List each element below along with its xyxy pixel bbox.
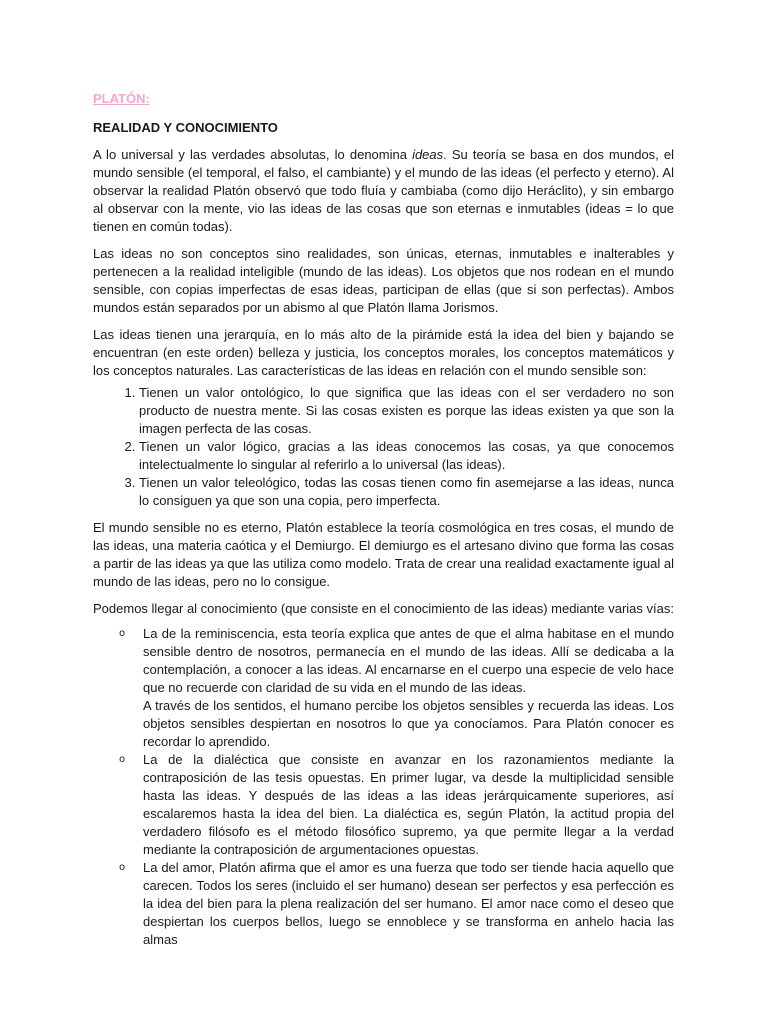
knowledge-paths-list <box>93 625 674 949</box>
bullet-icon: o <box>119 628 126 639</box>
list-item: 3. Tienen un valor teleológico, todas las cosas tienen como fin asemejarse a las ideas, nunca lo consiguen ya que son una copia, pero imperfecta. <box>139 474 674 510</box>
bullet-icon: o <box>119 754 126 765</box>
list-item <box>119 751 674 859</box>
paragraph-2: Las ideas no son conceptos sino realidades, son únicas, eternas, inmutables e inalterables y pertenecen a la realidad inteligible (mundo de las ideas). Los objetos que nos rodean en el mundo sensible, con copias imperfectas de esas ideas, participan de ellas (que si son perfectas). Ambos mundos están separados por un abismo al que Platón llama Jorismos. <box>93 246 674 315</box>
paragraph-1-text-a: A lo universal y las verdades absolutas, lo denomina <box>93 147 413 162</box>
paragraph-1-text-b: . Su teoría se basa en dos mundos, el mundo sensible (el temporal, el falso, el cambiante) y el mundo de las ideas (el perfecto y eterno). Al observar la realidad Platón observó que todo fluía y cambiaba (como dijo Heráclito), y sin embargo al observar con la mente, vio las ideas de las cosas que son eternas e inmutables (ideas = lo que tienen en común todas). <box>93 147 674 234</box>
list-item <box>119 625 674 751</box>
paragraph-1-italic: ideas <box>412 147 444 162</box>
list-item: 1. Tienen un valor ontológico, lo que significa que las ideas con el ser verdadero no son producto de nuestra mente. Si las cosas existen es porque las ideas existen ya que son la imagen perfecta de las cosas. <box>139 384 674 438</box>
list-item: 2. Tienen un valor lógico, gracias a las ideas conocemos las cosas, ya que conocemos intelectualmente lo singular al referirlo a lo universal (las ideas). <box>139 438 674 474</box>
list-item-continuation: A través de los sentidos, el humano percibe los objetos sensibles y recuerda las ideas. Los objetos sensibles despiertan en nosotros lo que ya conocíamos. Para Platón conocer es recordar lo aprendido. <box>143 698 674 749</box>
list-item-text: La del amor, Platón afirma que el amor es una fuerza que todo ser tiende hacia aquello que carecen. Todos los seres (incluido el ser humano) desean ser perfectos y esa perfección es la idea del bien para la plena realización del ser humano. El amor nace como el deseo que despiertan los cuerpos bellos, luego se ennoblece y se transforma en anhelo hacia las almas <box>143 860 674 947</box>
list-item-text: La de la reminiscencia, esta teoría explica que antes de que el alma habitase en el mundo sensible dentro de nosotros, permanecía en el mundo de las ideas. Allí se dedicaba a la contemplación, a conocer a las ideas. Al encarnarse en el cuerpo una especie de velo hace que no recuerde con claridad de su vida en el mundo de las ideas. <box>143 626 674 695</box>
section-heading: REALIDAD Y CONOCIMIENTO <box>93 120 278 135</box>
paragraph-4: El mundo sensible no es eterno, Platón establece la teoría cosmológica en tres cosas, el mundo de las ideas, una materia caótica y el Demiurgo. El demiurgo es el artesano divino que forma las cosas a partir de las ideas ya que las utiliza como modelo. Trata de crear una realidad exactamente igual al mundo de las ideas, pero no lo consigue. <box>93 520 674 589</box>
list-item <box>119 859 674 949</box>
list-item-text: La de la dialéctica que consiste en avanzar en los razonamientos mediante la contraposición de las tesis opuestas. En primer lugar, va desde la multiplicidad sensible hasta las ideas. Y después de las ideas a las ideas jerárquicamente superiores, así escalaremos hasta la idea del bien. La dialéctica es, según Platón, la actitud propia del verdadero filósofo es el método filosófico supremo, ya que permite llegar a la verdad mediante la contraposición de argumentaciones opuestas. <box>143 752 674 857</box>
characteristics-list <box>93 384 674 510</box>
paragraph-3: Las ideas tienen una jerarquía, en lo más alto de la pirámide está la idea del bien y bajando se encuentran (en este orden) belleza y justicia, los conceptos morales, los conceptos matemáticos y los conceptos naturales. Las características de las ideas en relación con el mundo sensible son: <box>93 327 674 378</box>
paragraph-5: Podemos llegar al conocimiento (que consiste en el conocimiento de las ideas) mediante varias vías: <box>93 601 674 616</box>
paragraph-1 <box>93 146 674 236</box>
bullet-icon: o <box>119 862 126 873</box>
document-title: PLATÓN: <box>93 91 150 106</box>
